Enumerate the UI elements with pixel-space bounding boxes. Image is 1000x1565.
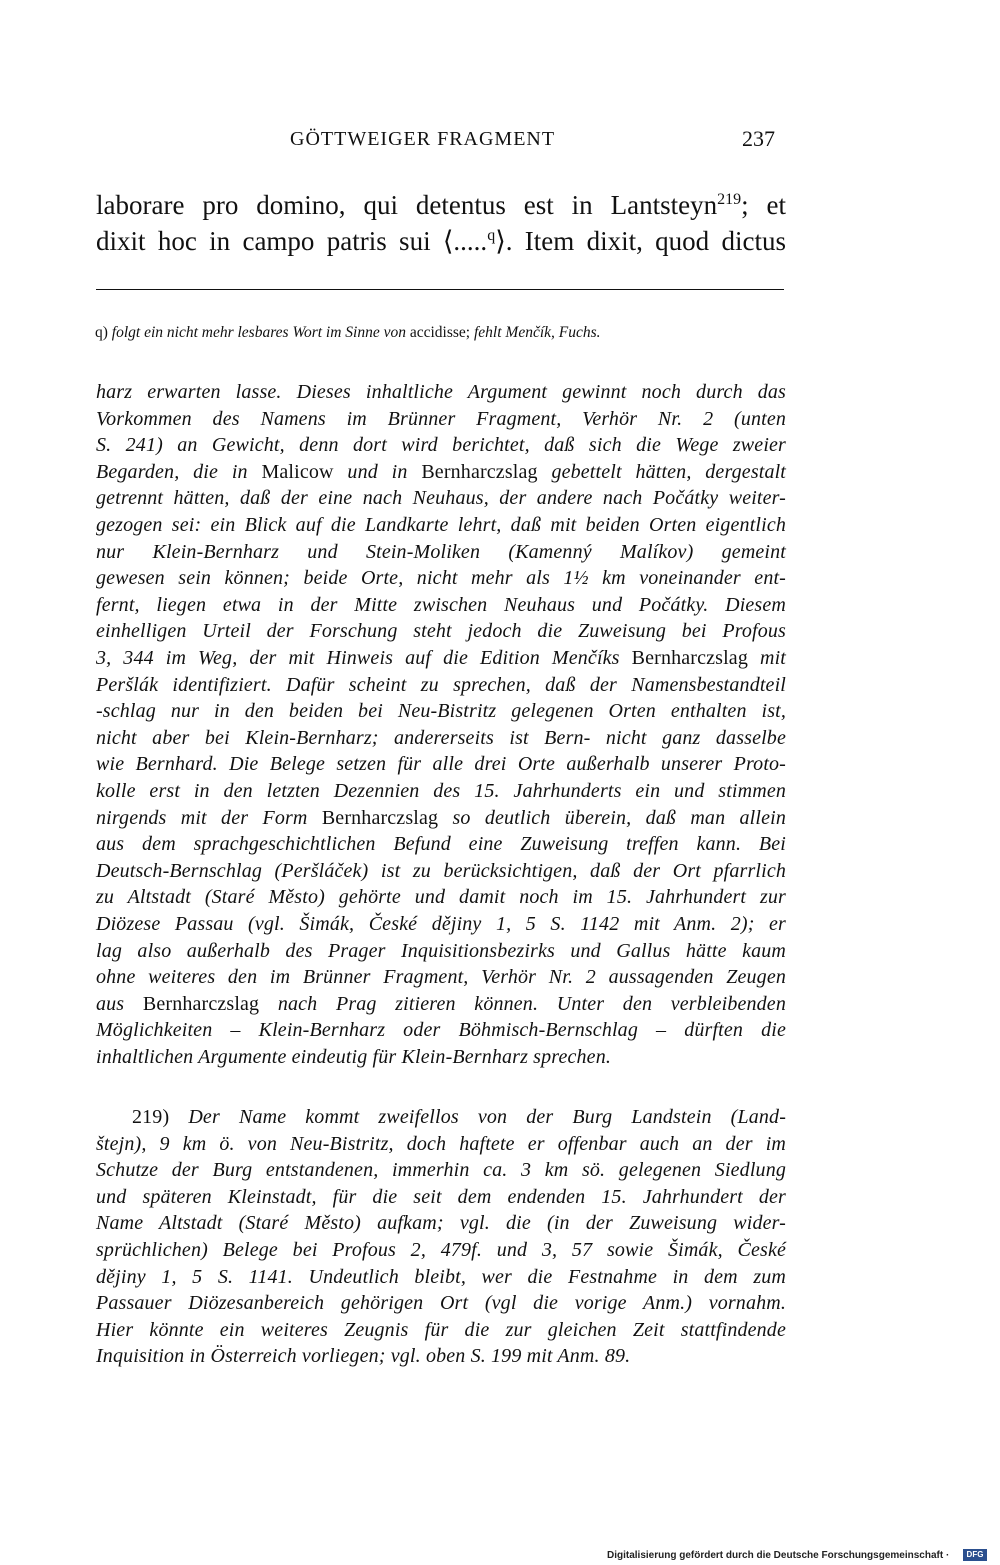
note-line: Vorkommen des Namens im Brünner Fragment, Verhör Nr. 2 (unten [96, 407, 786, 430]
note-line: Möglichkeiten – Klein-Bernharz oder Böhmisch-Bernschlag – dürften die [96, 1019, 786, 1042]
note-line: wie Bernhard. Die Belege setzen für alle drei Orte außerhalb unserer Proto- [96, 753, 786, 776]
apparatus-word: accidisse; [409, 324, 471, 341]
note-line: gezogen sei: ein Blick auf die Landkarte lehrt, daß mit beiden Orten eigentlich [96, 514, 786, 536]
note-line: Schutze der Burg entstandenen, immerhin ca. 3 km sö. gelegenen Siedlung [96, 1159, 786, 1182]
footnote-219-first-line [132, 1106, 786, 1129]
place-name: Malicow [261, 460, 334, 483]
note-line: einhelligen Urteil der Forschung steht jedoch die Zuweisung bei Profous [96, 620, 786, 643]
note-line [96, 647, 786, 670]
note-line: inhaltlichen Argumente eindeutig für Klein-Bernharz sprechen. [96, 1046, 611, 1068]
note-line: Hier könnte ein weiteres Zeugnis für die zur gleichen Zeit stattfindende [96, 1318, 786, 1341]
note-line: aus dem sprachgeschichtlichen Befund eine Zuweisung treffen kann. Bei [96, 833, 786, 856]
page-number: 237 [742, 126, 775, 151]
note-line: gewesen sein können; beide Orte, nicht mehr als 1½ km voneinander ent- [96, 567, 786, 590]
text-span: mit [760, 647, 787, 669]
note-line: Peršlák identifiziert. Dafür scheint zu sprechen, daß der Namensbestandteil [96, 673, 786, 696]
note-line: S. 241) an Gewicht, denn dort wird berichtet, daß sich die Wege zweier [96, 434, 786, 457]
text-span: so deutlich überein, daß man allein [452, 806, 786, 829]
note-line: nicht aber bei Klein-Bernharz; andererseits ist Bern- nicht ganz dasselbe [96, 726, 786, 749]
note-line: dějiny 1, 5 S. 1141. Undeutlich bleibt, wer die Festnahme in dem zum [96, 1265, 786, 1288]
text-span: nirgends mit der Form [96, 806, 308, 829]
note-line: Deutsch-Bernschlag (Peršláček) ist zu berücksichtigen, daß der Ort pfarrlich [96, 859, 786, 882]
footnote-number: 219) [132, 1106, 170, 1128]
text-span: aus [96, 992, 125, 1015]
note-line: nur Klein-Bernharz und Stein-Moliken (Kamenný Malíkov) gemeint [96, 540, 786, 563]
text-span: 3, 344 im Weg, der mit Hinweis auf die Edition Menčíks [96, 647, 620, 669]
note-line: štejn), 9 km ö. von Neu-Bistritz, doch haftete er offenbar auch an der im [96, 1132, 786, 1155]
place-name: Bernharczslag [631, 647, 748, 669]
place-name: Bernharczslag [321, 806, 439, 829]
footnote-ref-219: 219 [717, 191, 742, 208]
footnote-divider [96, 289, 784, 290]
apparatus-text: folgt ein nicht mehr lesbares Wort im Sinne von [111, 324, 406, 341]
critical-apparatus [95, 324, 601, 342]
note-line: zu Altstadt (Staré Město) gehörte und damit noch im 15. Jahrhundert zur [96, 886, 786, 909]
apparatus-ref-q: q [487, 227, 496, 244]
dfg-logo: DFG [963, 1549, 987, 1561]
note-line [96, 461, 786, 484]
text-span: Der Name kommt zweifellos von der Burg Landstein (Land- [188, 1106, 787, 1128]
note-line: getrennt hätten, daß der eine nach Neuhaus, der andere nach Počátky weiter- [96, 487, 786, 510]
main-text-line [96, 226, 786, 257]
digitization-credit: Digitalisierung gefördert durch die Deutsche Forschungsgemeinschaft · [607, 1550, 950, 1561]
note-line: ohne weiteres den im Brünner Fragment, Verhör Nr. 2 aussagenden Zeugen [96, 966, 786, 989]
note-line: Passauer Diözesanbereich gehörigen Ort (vgl die vorige Anm.) vornahm. [96, 1292, 786, 1315]
text-span: ⟩. Item dixit, quod dictus [495, 226, 786, 256]
note-line: und späteren Kleinstadt, für die seit dem endenden 15. Jahrhundert der [96, 1185, 786, 1208]
note-line: Name Altstadt (Staré Město) aufkam; vgl. die (in der Zuweisung wider- [96, 1212, 786, 1235]
text-span: laborare pro domino, qui detentus est in Lantsteyn [96, 190, 718, 220]
text-span: und in [347, 460, 408, 483]
place-name: Bernharczslag [421, 460, 538, 483]
main-text-line [96, 190, 786, 221]
note-line: harz erwarten lasse. Dieses inhaltliche Argument gewinnt noch durch das [96, 381, 786, 403]
note-line: kolle erst in den letzten Dezennien des 15. Jahrhunderts ein und stimmen [96, 780, 786, 802]
note-line: Inquisition in Österreich vorliegen; vgl. oben S. 199 mit Anm. 89. [96, 1345, 631, 1368]
note-line [96, 993, 786, 1016]
note-line [96, 807, 786, 830]
text-span: ; et [741, 190, 786, 220]
text-span: Begarden, die in [96, 460, 248, 483]
running-title: GÖTTWEIGER FRAGMENT [290, 128, 556, 150]
text-span: dixit hoc in campo patris sui ⟨..... [96, 226, 488, 256]
note-line: fernt, liegen etwa in der Mitte zwischen Neuhaus und Počátky. Diesem [96, 593, 786, 616]
note-line: -schlag nur in den beiden bei Neu-Bistritz gelegenen Orten enthalten ist, [96, 700, 786, 723]
text-span: nach Prag zitieren können. Unter den verbleibenden [277, 992, 786, 1015]
apparatus-text: fehlt Menčík, Fuchs. [474, 324, 601, 341]
text-span: gebettelt hätten, dergestalt [551, 460, 787, 483]
apparatus-siglum: q) [95, 324, 108, 341]
note-line: sprüchlichen) Belege bei Profous 2, 479f. und 3, 57 sowie Šimák, České [96, 1239, 786, 1261]
note-line: lag also außerhalb des Prager Inquisitionsbezirks und Gallus hätte kaum [96, 939, 786, 962]
note-line: Diözese Passau (vgl. Šimák, České dějiny 1, 5 S. 1142 mit Anm. 2); er [96, 913, 786, 935]
place-name: Bernharczslag [142, 992, 260, 1015]
